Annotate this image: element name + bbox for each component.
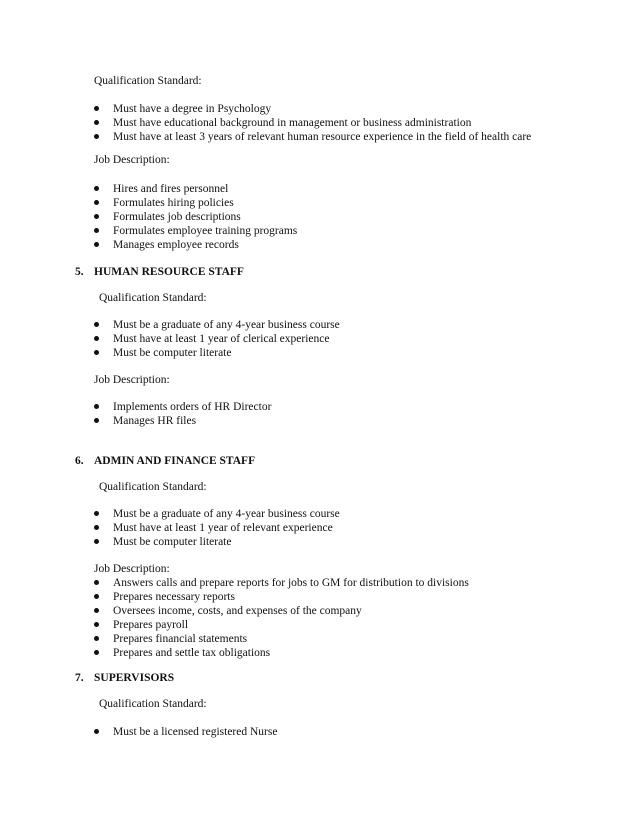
bullet-icon [94,322,99,327]
qualification-list [94,725,277,739]
bullet-icon [94,608,99,613]
list-item-text: Must be a graduate of any 4-year business course [113,319,340,331]
list-item-text: Oversees income, costs, and expenses of the company [113,605,362,617]
bullet-icon [94,404,99,409]
qualification-label: Qualification Standard: [94,75,202,87]
list-item [94,116,531,130]
job-description-list [94,576,469,660]
qualification-list [94,318,340,360]
job-description-list [94,182,297,252]
list-item [94,130,531,144]
list-item-text: Prepares financial statements [113,633,248,645]
list-item [94,102,531,116]
list-item-text: Prepares and settle tax obligations [113,647,271,659]
list-item-text: Must have at least 3 years of relevant human resource experience in the field of health care [113,131,532,143]
list-item-text: Must be a licensed registered Nurse [113,726,278,738]
list-item [94,618,469,632]
list-item [94,318,340,332]
bullet-icon [94,729,99,734]
section-number: 5. [75,266,84,278]
qualification-label: Qualification Standard: [99,481,207,493]
list-item-text: Must be computer literate [113,536,232,548]
list-item [94,576,469,590]
list-item-text: Answers calls and prepare reports for jobs to GM for distribution to divisions [113,577,469,589]
list-item-text: Must have educational background in management or business administration [113,117,472,129]
section-title: HUMAN RESOURCE STAFF [94,266,244,278]
list-item [94,224,297,238]
list-item [94,646,469,660]
section-heading-7 [75,671,174,685]
list-item-text: Must have at least 1 year of relevant experience [113,522,333,534]
bullet-icon [94,525,99,530]
job-description-label: Job Description: [94,374,170,386]
list-item [94,414,271,428]
qualification-list [94,507,340,549]
bullet-icon [94,186,99,191]
section-number: 7. [75,672,84,684]
qualification-label: Qualification Standard: [99,292,207,304]
list-item-text: Hires and fires personnel [113,183,229,195]
bullet-icon [94,350,99,355]
list-item [94,238,297,252]
section-number: 6. [75,455,84,467]
section-title: ADMIN AND FINANCE STAFF [94,455,256,467]
section-heading-5 [75,265,244,279]
list-item [94,604,469,618]
bullet-icon [94,636,99,641]
job-description-list [94,400,271,428]
list-item [94,521,340,535]
qualification-label: Qualification Standard: [99,698,207,710]
list-item [94,400,271,414]
list-item [94,210,297,224]
job-description-label: Job Description: [94,154,170,166]
bullet-icon [94,539,99,544]
section-heading-6 [75,454,255,468]
list-item [94,346,340,360]
list-item-text: Must have at least 1 year of clerical experience [113,333,330,345]
bullet-icon [94,120,99,125]
bullet-icon [94,106,99,111]
list-item-text: Must be computer literate [113,347,232,359]
bullet-icon [94,228,99,233]
list-item [94,590,469,604]
bullet-icon [94,650,99,655]
list-item-text: Formulates hiring policies [113,197,234,209]
bullet-icon [94,622,99,627]
list-item-text: Prepares necessary reports [113,591,235,603]
list-item [94,332,340,346]
list-item-text: Manages HR files [113,415,197,427]
bullet-icon [94,200,99,205]
bullet-icon [94,511,99,516]
section-title: SUPERVISORS [94,672,175,684]
bullet-icon [94,594,99,599]
list-item [94,507,340,521]
bullet-icon [94,336,99,341]
bullet-icon [94,580,99,585]
list-item-text: Formulates job descriptions [113,211,241,223]
list-item [94,196,297,210]
list-item [94,182,297,196]
list-item-text: Prepares payroll [113,619,189,631]
bullet-icon [94,418,99,423]
list-item [94,632,469,646]
list-item-text: Manages employee records [113,239,239,251]
job-description-label: Job Description: [94,563,170,575]
bullet-icon [94,242,99,247]
list-item [94,725,277,739]
list-item-text: Formulates employee training programs [113,225,298,237]
bullet-icon [94,134,99,139]
bullet-icon [94,214,99,219]
list-item-text: Must have a degree in Psychology [113,103,272,115]
list-item-text: Must be a graduate of any 4-year business course [113,508,340,520]
qualification-list [94,102,531,144]
list-item-text: Implements orders of HR Director [113,401,272,413]
list-item [94,535,340,549]
